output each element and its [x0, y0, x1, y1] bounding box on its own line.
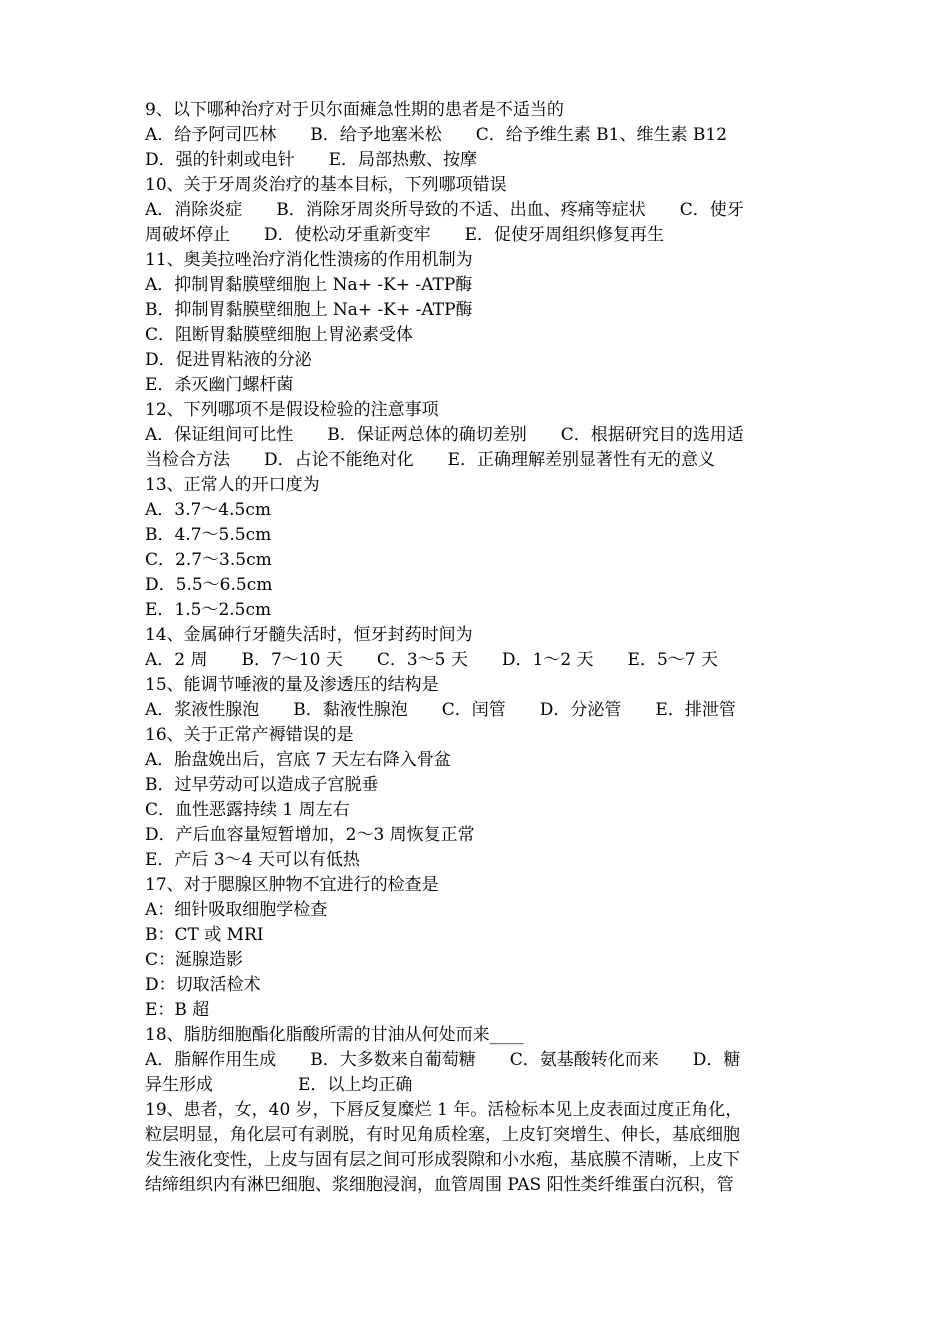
- question-16-option-c: C．血性恶露持续 1 周左右: [145, 800, 350, 820]
- question-12-options: 当检合方法 D．占论不能绝对化 E．正确理解差别显著性有无的意义: [145, 450, 716, 470]
- question-12-options: A．保证组间可比性 B．保证两总体的确切差别 C．根据研究目的选用适: [145, 425, 744, 445]
- question-11-option-a: A．抑制胃黏膜壁细胞上 Na+ -K+ -ATP酶: [145, 275, 473, 295]
- question-16-option-d: D．产后血容量短暂增加，2～3 周恢复正常: [145, 825, 475, 845]
- question-17-option-b: B：CT 或 MRI: [145, 925, 264, 945]
- question-18: 18、脂肪细胞酯化脂酸所需的甘油从何处而来____: [145, 1025, 524, 1045]
- question-13-option-d: D．5.5～6.5cm: [145, 575, 273, 595]
- question-10: 10、关于牙周炎治疗的基本目标，下列哪项错误: [145, 175, 507, 195]
- question-11-option-e: E．杀灭幽门螺杆菌: [145, 375, 294, 395]
- question-12: 12、下列哪项不是假设检验的注意事项: [145, 400, 439, 420]
- question-19: 19、患者，女，40 岁，下唇反复糜烂 1 年。活检标本见上皮表面过度正角化，: [145, 1100, 743, 1120]
- question-16: 16、关于正常产褥错误的是: [145, 725, 354, 745]
- question-18-options: 异生形成 E．以上均正确: [145, 1075, 413, 1095]
- question-18-options: A．脂解作用生成 B．大多数来自葡萄糖 C．氨基酸转化而来 D．糖: [145, 1050, 741, 1070]
- question-15-options: A．浆液性腺泡 B．黏液性腺泡 C．闰管 D．分泌管 E．排泄管: [145, 700, 736, 720]
- question-9: 9、以下哪种治疗对于贝尔面瘫急性期的患者是不适当的: [145, 100, 564, 120]
- question-17-option-e: E：B 超: [145, 1000, 210, 1020]
- question-11: 11、奥美拉唑治疗消化性溃疡的作用机制为: [145, 250, 473, 270]
- question-17-option-a: A：细针吸取细胞学检查: [145, 900, 328, 920]
- question-16-option-b: B．过早劳动可以造成子宫脱垂: [145, 775, 379, 795]
- question-17: 17、对于腮腺区肿物不宜进行的检查是: [145, 875, 439, 895]
- question-11-option-b: B．抑制胃黏膜壁细胞上 Na+ -K+ -ATP酶: [145, 300, 473, 320]
- question-13-option-e: E．1.5～2.5cm: [145, 600, 272, 620]
- question-13-option-a: A．3.7～4.5cm: [145, 500, 271, 520]
- document-body: [145, 98, 813, 1198]
- question-13: 13、正常人的开口度为: [145, 475, 320, 495]
- question-19-text: 结缔组织内有淋巴细胞、浆细胞浸润，血管周围 PAS 阳性类纤维蛋白沉积，管: [145, 1175, 734, 1195]
- question-17-option-c: C：涎腺造影: [145, 950, 244, 970]
- question-11-option-c: C．阻断胃黏膜壁细胞上胃泌素受体: [145, 325, 414, 345]
- question-19-text: 粒层明显，角化层可有剥脱，有时见角质栓塞，上皮钉突增生、伸长，基底细胞: [145, 1125, 740, 1145]
- question-16-option-e: E．产后 3～4 天可以有低热: [145, 850, 360, 870]
- question-13-option-b: B．4.7～5.5cm: [145, 525, 272, 545]
- question-16-option-a: A．胎盘娩出后，宫底 7 天左右降入骨盆: [145, 750, 451, 770]
- question-9-options: D．强的针刺或电针 E．局部热敷、按摩: [145, 150, 478, 170]
- question-9-options: A．给予阿司匹林 B．给予地塞米松 C．给予维生素 B1、维生素 B12: [145, 125, 728, 145]
- question-10-options: A．消除炎症 B．消除牙周炎所导致的不适、出血、疼痛等症状 C．使牙: [145, 200, 744, 220]
- question-19-text: 发生液化变性，上皮与固有层之间可形成裂隙和小水疱，基底膜不清晰，上皮下: [145, 1150, 740, 1170]
- question-10-options: 周破坏停止 D．使松动牙重新变牢 E．促使牙周组织修复再生: [145, 225, 665, 245]
- question-17-option-d: D：切取活检术: [145, 975, 261, 995]
- question-13-option-c: C．2.7～3.5cm: [145, 550, 272, 570]
- question-14-options: A．2 周 B．7～10 天 C．3～5 天 D．1～2 天 E．5～7 天: [145, 650, 718, 670]
- question-14: 14、金属砷行牙髓失活时，恒牙封药时间为: [145, 625, 473, 645]
- question-11-option-d: D．促进胃粘液的分泌: [145, 350, 312, 370]
- question-15: 15、能调节唾液的量及渗透压的结构是: [145, 675, 439, 695]
